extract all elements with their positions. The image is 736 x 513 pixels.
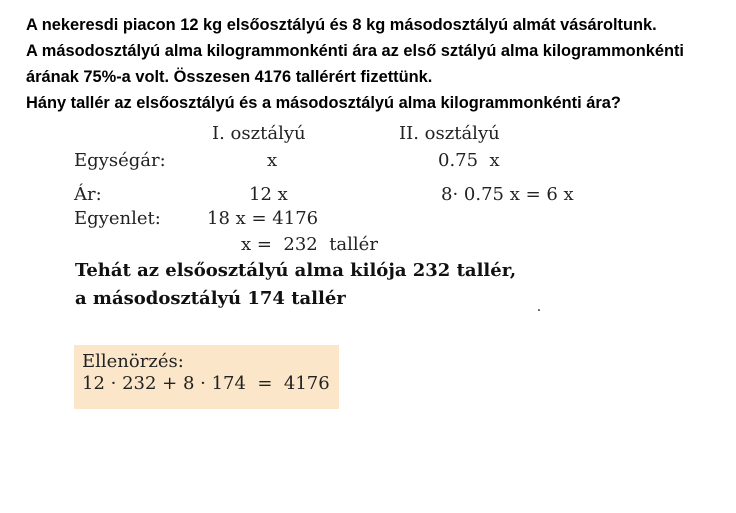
price-label: Ár: bbox=[74, 184, 102, 205]
conclusion-line-2: a másodosztályú 174 tallér bbox=[75, 288, 346, 309]
verification-expression: 12 · 232 + 8 · 174 = 4176 bbox=[82, 373, 330, 394]
price-first-class: 12 x bbox=[249, 184, 288, 205]
unit-price-second-class: 0.75 x bbox=[438, 150, 500, 171]
trailing-dot: . bbox=[537, 298, 541, 315]
problem-line-4: Hány tallér az elsőosztályú és a másodosztályú alma kilogrammonkénti ára? bbox=[26, 94, 621, 112]
column-header-first-class: I. osztályú bbox=[212, 123, 306, 144]
problem-line-1: A nekeresdi piacon 12 kg elsőosztályú és 8 kg másodosztályú almát vásároltunk. bbox=[26, 16, 657, 34]
problem-statement bbox=[26, 12, 736, 116]
problem-line-2: A másodosztályú alma kilogrammonkénti ára az első sztályú alma kilogrammonkénti bbox=[26, 42, 684, 60]
equation: 18 x = 4176 bbox=[207, 208, 319, 229]
verification-box bbox=[74, 345, 339, 409]
equation-label: Egyenlet: bbox=[74, 208, 161, 229]
column-header-second-class: II. osztályú bbox=[399, 123, 500, 144]
conclusion bbox=[75, 257, 516, 313]
price-second-class: 8· 0.75 x = 6 x bbox=[441, 184, 574, 205]
unit-price-first-class: x bbox=[267, 150, 278, 171]
conclusion-line-1: Tehát az elsőosztályú alma kilója 232 tallér, bbox=[75, 260, 517, 281]
equation-result: x = 232 tallér bbox=[241, 234, 378, 255]
problem-line-3: árának 75%-a volt. Összesen 4176 tallérért fizettünk. bbox=[26, 68, 433, 86]
verification-title: Ellenörzés: bbox=[82, 351, 184, 372]
unit-price-label: Egységár: bbox=[74, 150, 166, 171]
